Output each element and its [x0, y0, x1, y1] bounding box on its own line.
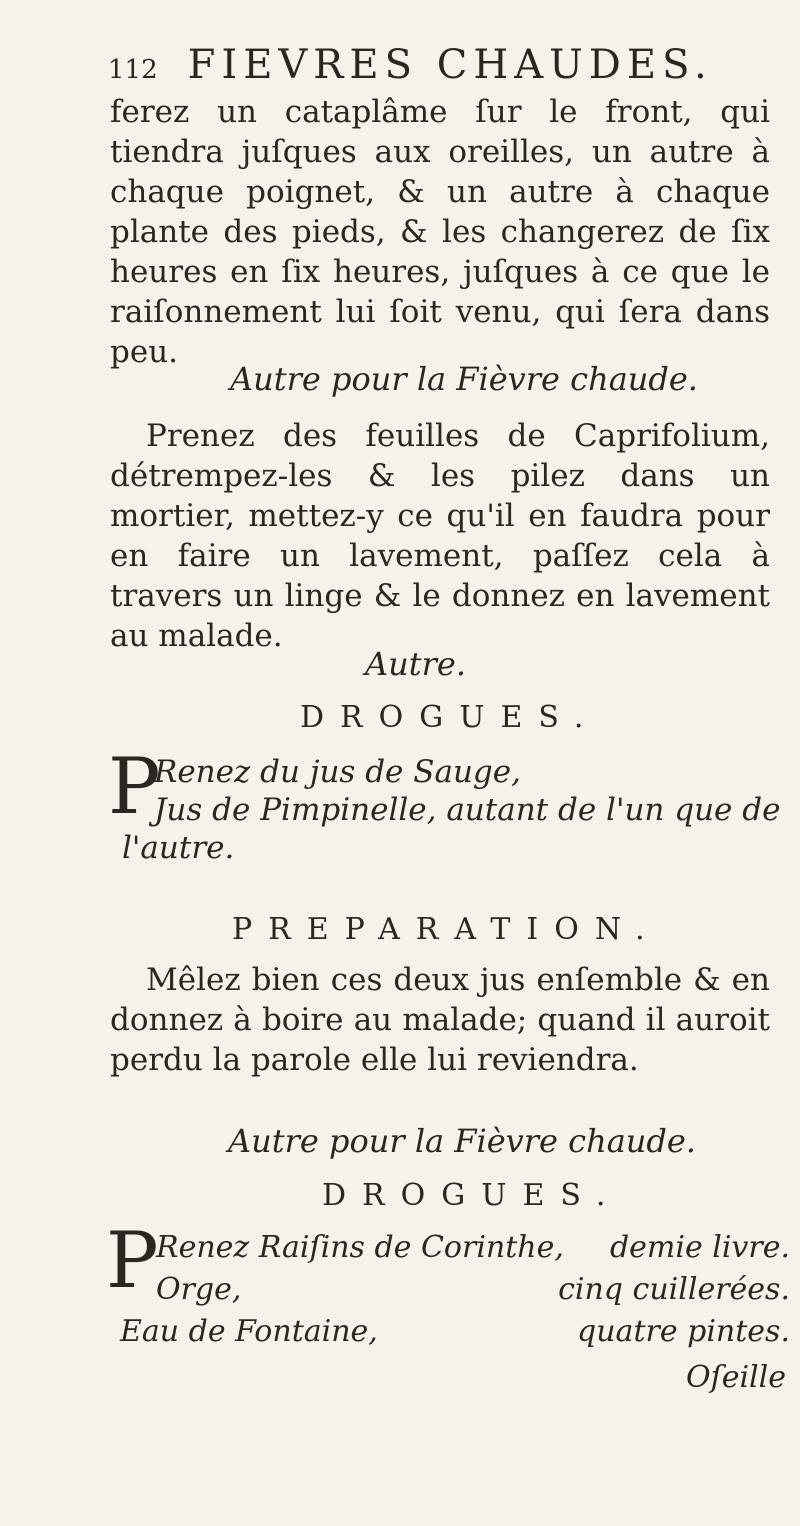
ingredient-name: Orge,: [156, 1272, 242, 1307]
ingredient-quantity: quatre pintes.: [577, 1314, 790, 1349]
drug-line-autre: l'autre.: [122, 830, 235, 866]
drop-capital-2: P: [106, 1216, 159, 1306]
paragraph-cataplasm: ferez un cataplâme ſur le front, qui tiendra juſques aux oreilles, un autre à chaque poignet, & un autre à chaque plante des pieds, & les changerez de ſix heures en ſix heures, juſques à ce que le raiſonnement lui ſoit venu, qui ſera dans peu.: [110, 94, 770, 370]
heading-drogues-1: DROGUES.: [300, 700, 600, 735]
heading-autre-fievre-1: Autre pour la Fièvre chaude.: [230, 360, 698, 398]
paragraph-caprifolium: Prenez des feuilles de Caprifolium, détrempez-les & les pilez dans un mortier, mettez-y ce qu'il en faudra pour en faire un lavement, paſſez cela à travers un linge & le donnez en lavement au malade.: [110, 418, 770, 654]
heading-autre: Autre.: [365, 645, 466, 683]
catchword: Oſeille: [686, 1360, 786, 1395]
running-title: FIEVRES CHAUDES.: [187, 42, 713, 88]
ingredient-name: Renez Raiſins de Corinthe,: [156, 1230, 564, 1265]
ingredient-quantity: demie livre.: [609, 1230, 790, 1265]
running-head: [108, 42, 713, 88]
page-number: 112: [108, 55, 158, 85]
ingredient-row-orge: [156, 1272, 790, 1307]
ingredient-name: Eau de Fontaine,: [120, 1314, 378, 1349]
drug-line-sauge: Renez du jus de Sauge,: [154, 754, 521, 790]
drop-capital: P: [108, 742, 161, 832]
paragraph-preparation: Mêlez bien ces deux jus enſemble & en donnez à boire au malade; quand il auroit perdu la parole elle lui reviendra.: [110, 962, 770, 1078]
drug-line-pimpinelle: Jus de Pimpinelle, autant de l'un que de: [154, 792, 781, 828]
heading-autre-fievre-2: Autre pour la Fièvre chaude.: [228, 1122, 696, 1160]
ingredient-row-raisins: [156, 1230, 790, 1265]
ingredient-quantity: cinq cuillerées.: [558, 1272, 790, 1307]
heading-preparation: PREPARATION.: [232, 912, 661, 947]
heading-drogues-2: DROGUES.: [322, 1178, 622, 1213]
ingredient-row-eau: [120, 1314, 790, 1349]
